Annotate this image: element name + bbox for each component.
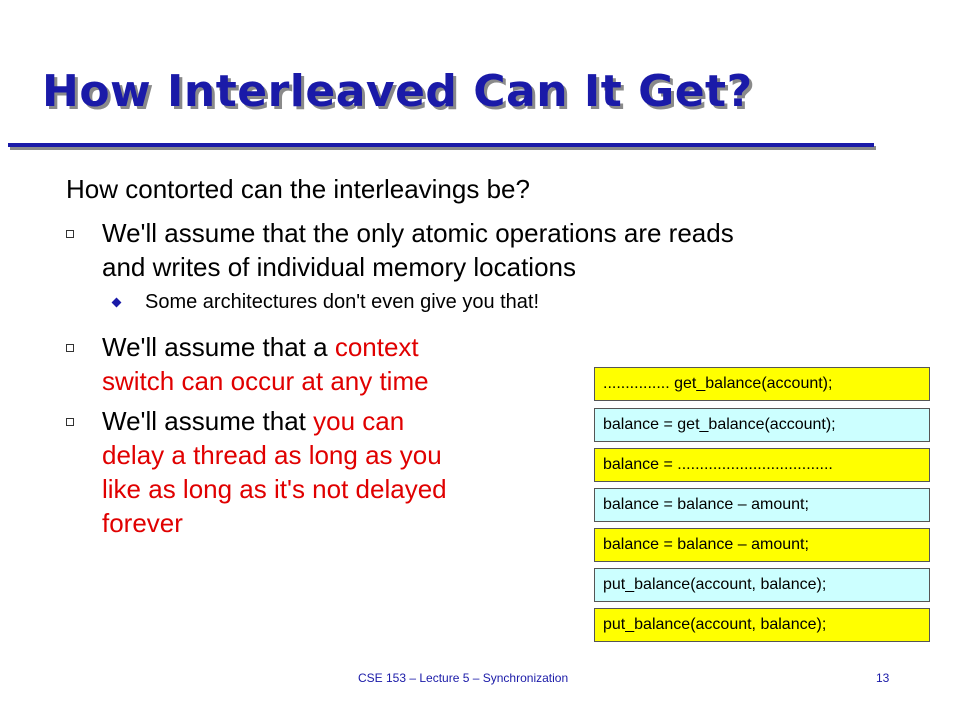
bullet-3-emphasis: you can	[313, 406, 405, 436]
bullet-3-line-4: forever	[102, 508, 183, 538]
bullet-2-emphasis: context	[334, 332, 419, 362]
code-box-2: balance = get_balance(account);	[594, 408, 930, 442]
square-bullet-icon	[66, 418, 74, 426]
code-box-7: put_balance(account, balance);	[594, 608, 930, 642]
bullet-2-text: We'll assume that a	[102, 332, 335, 362]
square-bullet-icon	[66, 230, 74, 238]
intro-text: How contorted can the interleavings be?	[66, 174, 530, 204]
title-underline	[8, 143, 874, 147]
bullet-3-text: We'll assume that	[102, 406, 314, 436]
slide-title: How Interleaved Can It Get?	[42, 66, 753, 117]
code-box-3: balance = ...................................	[594, 448, 930, 482]
footer-page-number: 13	[876, 671, 890, 685]
bullet-2-line-1	[102, 332, 419, 362]
code-box-6: put_balance(account, balance);	[594, 568, 930, 602]
code-box-5: balance = balance – amount;	[594, 528, 930, 562]
diamond-bullet-icon	[112, 298, 122, 308]
bullet-1-line-2: and writes of individual memory locations	[102, 252, 576, 282]
bullet-3-line-1	[102, 406, 404, 436]
bullet-3-line-3: like as long as it's not delayed	[102, 474, 447, 504]
bullet-3-line-2: delay a thread as long as you	[102, 440, 442, 470]
footer-course: CSE 153 – Lecture 5 – Synchronization	[358, 671, 569, 685]
code-box-1: ............... get_balance(account);	[594, 367, 930, 401]
square-bullet-icon	[66, 344, 74, 352]
code-box-4: balance = balance – amount;	[594, 488, 930, 522]
sub-bullet-text: Some architectures don't even give you that!	[145, 291, 540, 313]
bullet-2-line-2: switch can occur at any time	[102, 366, 429, 396]
bullet-1-line-1: We'll assume that the only atomic operations are reads	[102, 218, 734, 248]
